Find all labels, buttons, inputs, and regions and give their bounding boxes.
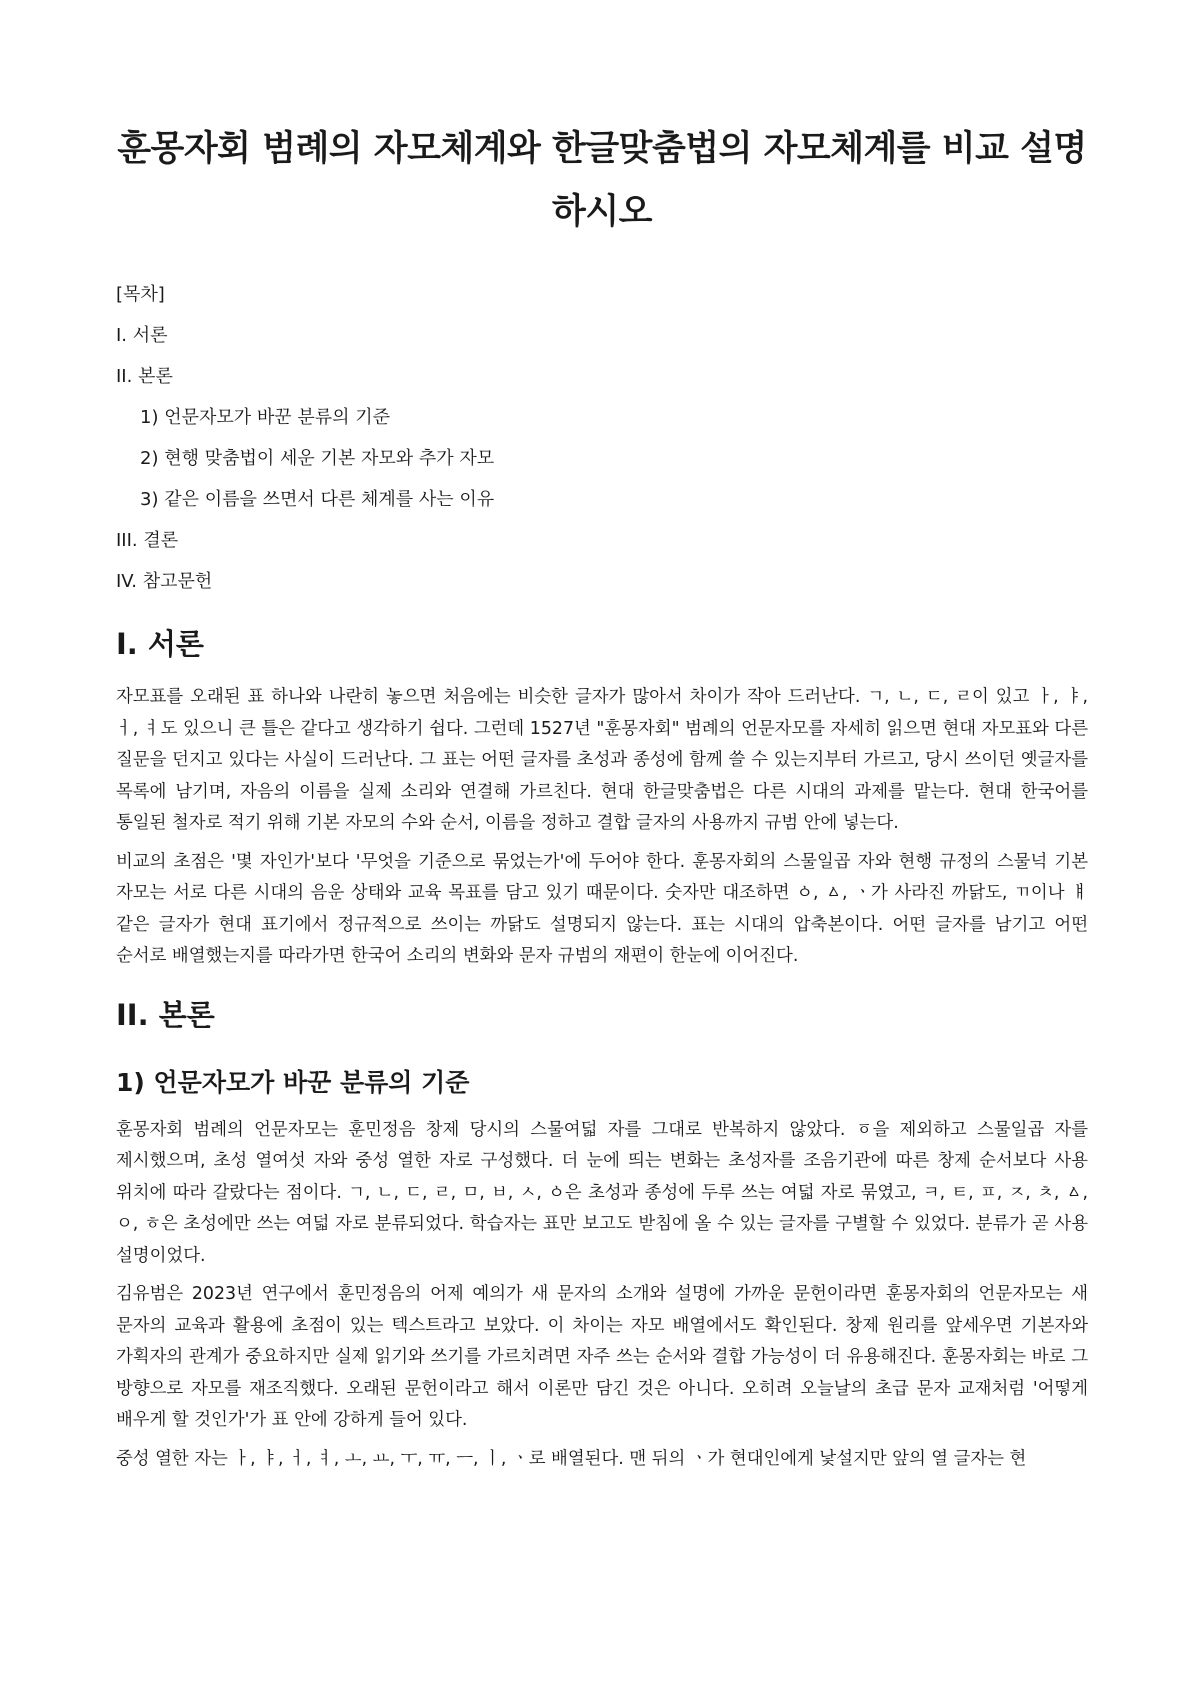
- body-paragraph: 훈몽자회 범례의 언문자모는 훈민정음 창제 당시의 스물여덟 자를 그대로 반복하지 않았다. ㆆ을 제외하고 스물일곱 자를 제시했으며, 초성 열여섯 자와 중성 열한 자로 구성했다. 더 눈에 띄는 변화는 초성자를 조음기관에 따른 창제 순서보다 사용 위치에 따라 갈랐다는 점이다. ㄱ, ㄴ, ㄷ, ㄹ, ㅁ, ㅂ, ㅅ, ㆁ은 초성과 종성에 두루 쓰는 여덟 자로 묶였고, ㅋ, ㅌ, ㅍ, ㅈ, ㅊ, ㅿ, ㅇ, ㅎ은 초성에만 쓰는 여덟 자로 분류되었다. 학습자는 표만 보고도 받침에 올 수 있는 글자를 구별할 수 있었다. 분류가 곧 사용 설명이었다.: [116, 1119, 1088, 1266]
- section-heading-intro: I. 서론: [116, 627, 204, 661]
- subsection-heading-1: 1) 언문자모가 바꾼 분류의 기준: [116, 1067, 470, 1097]
- intro-paragraph: 비교의 초점은 '몇 자인가'보다 '무엇을 기준으로 묶었는가'에 두어야 한다. 훈몽자회의 스물일곱 자와 현행 규정의 스물넉 기본 자모는 서로 다른 시대의 음운 상태와 교육 목표를 담고 있기 때문이다. 숫자만 대조하면 ㆁ, ㅿ, ㆍ가 사라진 까닭도, ㄲ이나 ㅒ 같은 글자가 현대 표기에서 정규적으로 쓰이는 까닭도 설명되지 않는다. 표는 시대의 압축본이다. 어떤 글자를 남기고 어떤 순서로 배열했는지를 따라가면 한국어 소리의 변화와 문자 규범의 재편이 한눈에 이어진다.: [116, 851, 1088, 966]
- toc-item-body-3: 3) 같은 이름을 쓰면서 다른 체계를 사는 이유: [140, 489, 495, 510]
- toc-item-intro: I. 서론: [116, 325, 168, 346]
- table-of-contents: [116, 274, 1088, 602]
- body-paragraph: 중성 열한 자는 ㅏ, ㅑ, ㅓ, ㅕ, ㅗ, ㅛ, ㅜ, ㅠ, ㅡ, ㅣ, ㆍ로 배열된다. 맨 뒤의 ㆍ가 현대인에게 낯설지만 앞의 열 글자는 현: [116, 1448, 1027, 1469]
- section-heading-body: II. 본론: [116, 997, 215, 1032]
- toc-heading: [목차]: [116, 284, 165, 305]
- document-title: 훈몽자회 범례의 자모체계와 한글맞춤법의 자모체계를 비교 설명하시오: [117, 129, 1087, 232]
- toc-item-references: IV. 참고문헌: [116, 571, 213, 592]
- toc-item-body-2: 2) 현행 맞춤법이 세운 기본 자모와 추가 자모: [140, 448, 495, 469]
- toc-item-body-1: 1) 언문자모가 바꾼 분류의 기준: [140, 407, 391, 428]
- body-paragraph: 김유범은 2023년 연구에서 훈민정음의 어제 예의가 새 문자의 소개와 설명에 가까운 문헌이라면 훈몽자회의 언문자모는 새 문자의 교육과 활용에 초점이 있는 텍스트라고 보았다. 이 차이는 자모 배열에서도 확인된다. 창제 원리를 앞세우면 기본자와 가획자의 관계가 중요하지만 실제 읽기와 쓰기를 가르치려면 자주 쓰는 순서와 결합 가능성이 더 유용해진다. 훈몽자회는 바로 그 방향으로 자모를 재조직했다. 오래된 문헌이라고 해서 이론만 담긴 것은 아니다. 오히려 오늘날의 초급 문자 교재처럼 '어떻게 배우게 할 것인가'가 표 안에 강하게 들어 있다.: [116, 1284, 1088, 1430]
- intro-paragraph: 자모표를 오래된 표 하나와 나란히 놓으면 처음에는 비슷한 글자가 많아서 차이가 작아 드러난다. ㄱ, ㄴ, ㄷ, ㄹ이 있고 ㅏ, ㅑ, ㅓ, ㅕ도 있으니 큰 틀은 같다고 생각하기 쉽다. 그런데 1527년 "훈몽자회" 범례의 언문자모를 자세히 읽으면 현대 자모표와 다른 질문을 던지고 있다는 사실이 드러난다. 그 표는 어떤 글자를 초성과 종성에 함께 쓸 수 있는지부터 가르고, 당시 쓰이던 옛글자를 목록에 남기며, 자음의 이름을 실제 소리와 연결해 가르친다. 현대 한글맞춤법은 다른 시대의 과제를 맡는다. 현대 한국어를 통일된 철자로 적기 위해 기본 자모의 수와 순서, 이름을 정하고 결합 글자의 사용까지 규범 안에 넣는다.: [116, 687, 1088, 833]
- toc-item-conclusion: III. 결론: [116, 530, 179, 551]
- toc-item-body: II. 본론: [116, 366, 173, 387]
